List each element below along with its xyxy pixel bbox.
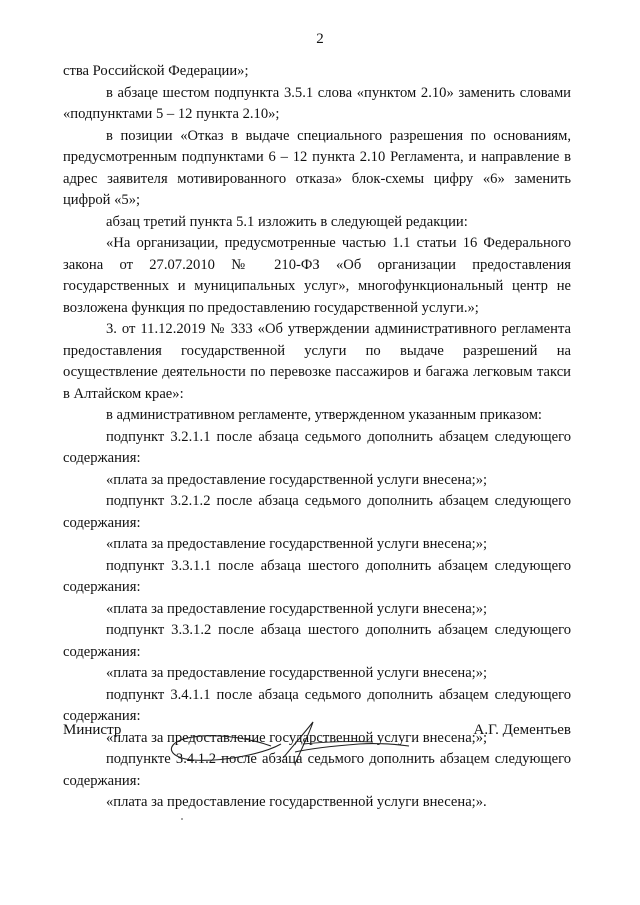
page-number: 2	[316, 31, 324, 47]
paragraph: в позиции «Отказ в выдаче специального разрешения по основаниям, предусмотренным подпунктами 6 – 12 пункта 2.10 Регламента, и направление в адрес заявителя мотивированного отказа» блок-схемы цифру «6» заменить цифрой «5»;	[63, 127, 571, 208]
paragraph: «плата за предоставление государственной услуги внесена;».	[106, 794, 487, 810]
paragraph: «плата за предоставление государственной услуги внесена;»;	[106, 536, 488, 552]
handwritten-signature	[163, 708, 423, 778]
document-body	[63, 61, 571, 814]
paragraph: ства Российской Федерации»;	[63, 63, 249, 79]
paragraph: в административном регламенте, утвержденном указанным приказом:	[106, 407, 542, 423]
paragraph: подпункт 3.3.1.1 после абзаца шестого дополнить абзацем следующего содержания:	[63, 557, 571, 595]
paragraph: «плата за предоставление государственной услуги внесена;»;	[106, 665, 488, 681]
signature-block	[63, 720, 571, 780]
paragraph: «плата за предоставление государственной услуги внесена;»;	[106, 600, 488, 617]
paragraph: «плата за предоставление государственной услуги внесена;»;	[106, 729, 488, 746]
paragraph: абзац третий пункта 5.1 изложить в следующей редакции:	[106, 213, 468, 230]
paragraph: подпункте 3.4.1.2 после абзаца седьмого дополнить абзацем следующего содержания:	[63, 751, 571, 789]
signatory-title: Министр	[63, 722, 122, 738]
paragraph: «На организации, предусмотренные частью 1.1 статьи 16 Федерального закона от 27.07.2010 № 210-ФЗ «Об организации предоставления государственных и муниципальных услуг», многофункциональный центр не возложена функция по предоставлению государственной услуги.»;	[63, 235, 571, 316]
paragraph: подпункт 3.4.1.1 после абзаца седьмого дополнить абзацем следующего содержания:	[63, 686, 571, 724]
paragraph: подпункт 3.2.1.2 после абзаца седьмого дополнить абзацем следующего содержания:	[63, 493, 571, 531]
paragraph: в абзаце шестом подпункта 3.5.1 слова «пунктом 2.10» заменить словами «подпунктами 5 – 12 пункта 2.10»;	[63, 84, 571, 122]
signatory-name: А.Г. Дементьев	[473, 722, 571, 738]
paragraph: «плата за предоставление государственной услуги внесена;»;	[106, 471, 488, 488]
paragraph: 3. от 11.12.2019 № 333 «Об утверждении административного регламента предоставления государственной услуги по выдаче разрешений на осуществление деятельности по перевозке пассажиров и багажа легковым такси в Алтайском крае»:	[63, 321, 571, 402]
scan-speck	[181, 818, 183, 820]
paragraph: подпункт 3.2.1.1 после абзаца седьмого дополнить абзацем следующего содержания:	[63, 428, 571, 466]
paragraph: подпункт 3.3.1.2 после абзаца шестого дополнить абзацем следующего содержания:	[63, 622, 571, 660]
